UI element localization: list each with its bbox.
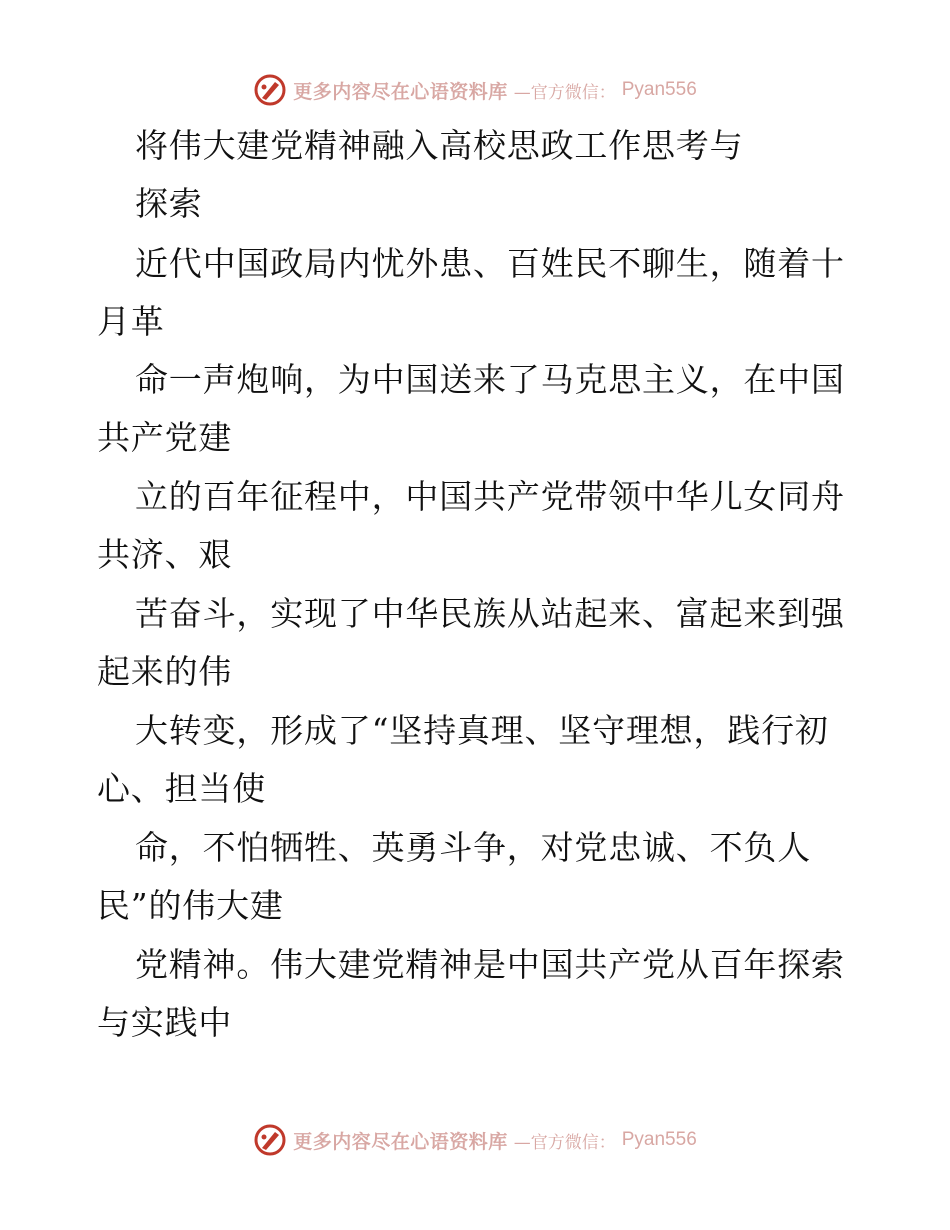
paragraph-line: 大转变，形成了“坚持真理、坚守理想，践行初 [135,711,829,750]
paragraph-line: 命一声炮响，为中国送来了马克思主义，在中国 [135,360,845,399]
paragraph-line: 心、担当使 [97,769,266,808]
paragraph-line: 命，不怕牺牲、英勇斗争，对党忠诚、不负人 [135,828,811,867]
paragraph-line: 起来的伟 [97,652,233,691]
footer-banner-text: 更多内容尽在心语资料库 [293,1130,508,1153]
paragraph-line: 苦奋斗，实现了中华民族从站起来、富起来到强 [135,594,845,633]
header-banner-text: 更多内容尽在心语资料库 [293,80,508,103]
header-banner-separator: —官方微信： [513,82,616,103]
brand-logo-icon [253,73,287,107]
header-watermark-banner [0,70,950,110]
document-title-line-1: 将伟大建党精神融入高校思政工作思考与 [135,126,744,165]
footer-banner-separator: —官方微信： [513,1132,616,1153]
paragraph-line: 民”的伟大建 [97,886,284,925]
brand-logo-icon [253,1123,287,1157]
paragraph-line: 共产党建 [97,418,233,457]
header-wechat-id: Pyan556 [621,79,697,100]
footer-wechat-id: Pyan556 [621,1129,697,1150]
paragraph-line: 立的百年征程中，中国共产党带领中华儿女同舟 [135,477,845,516]
footer-watermark-banner [0,1120,950,1160]
paragraph-line: 近代中国政局内忧外患、百姓民不聊生，随着十 [135,244,845,283]
paragraph-line: 党精神。伟大建党精神是中国共产党从百年探索 [135,945,845,984]
paragraph-line: 共济、艰 [97,535,233,574]
paragraph-line: 月革 [97,302,165,341]
document-title-line-2: 探索 [135,184,203,223]
paragraph-line: 与实践中 [97,1003,233,1042]
